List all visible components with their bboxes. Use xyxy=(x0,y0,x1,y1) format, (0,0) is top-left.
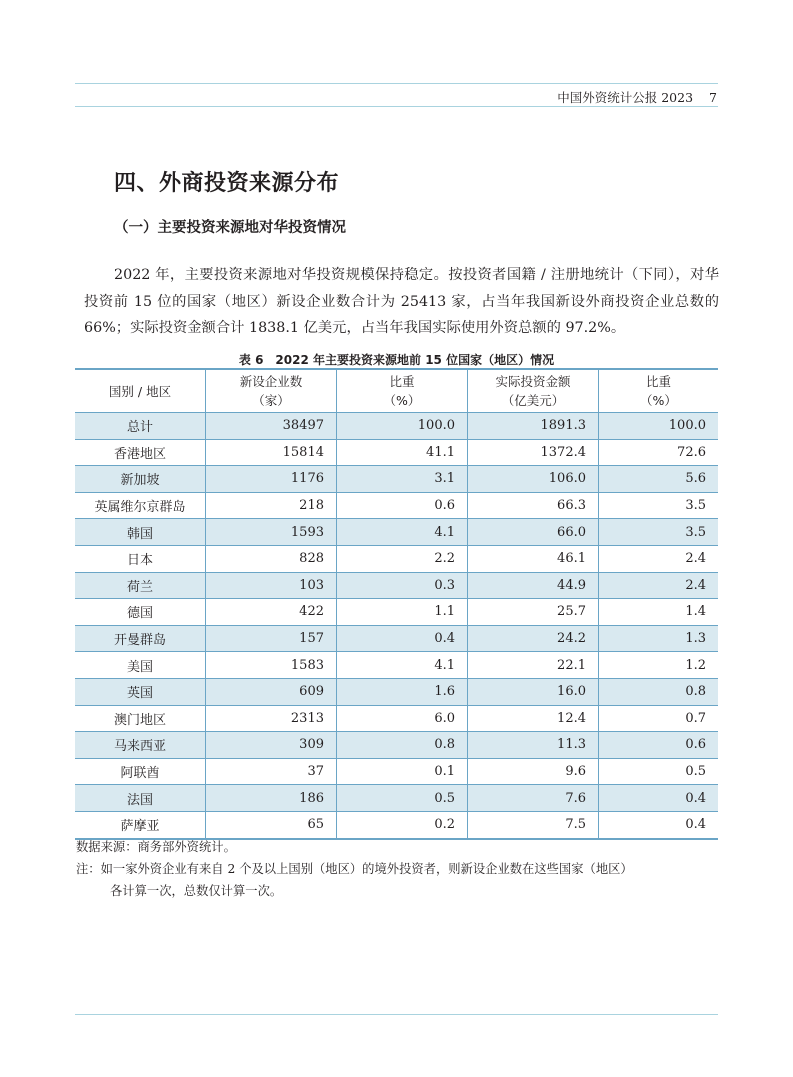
cell-region: 总计 xyxy=(75,413,206,440)
table-row xyxy=(75,652,718,679)
cell-share-enterprises: 0.3 xyxy=(337,572,468,599)
cell-region: 日本 xyxy=(75,545,206,572)
running-header xyxy=(557,88,717,106)
cell-new-enterprises: 38497 xyxy=(206,413,337,440)
cell-share-investment: 2.4 xyxy=(599,572,719,599)
cell-share-enterprises: 6.0 xyxy=(337,705,468,732)
table-row xyxy=(75,572,718,599)
cell-share-investment: 0.6 xyxy=(599,732,719,759)
table-caption: 表 6 2022 年主要投资来源地前 15 位国家（地区）情况 xyxy=(238,353,555,367)
cell-share-enterprises: 0.5 xyxy=(337,785,468,812)
table-row xyxy=(75,492,718,519)
cell-actual-investment: 106.0 xyxy=(468,466,599,493)
table-row xyxy=(75,519,718,546)
cell-region: 德国 xyxy=(75,599,206,626)
table-row xyxy=(75,705,718,732)
cell-actual-investment: 25.7 xyxy=(468,599,599,626)
cell-share-investment: 5.6 xyxy=(599,466,719,493)
header-rule-bottom xyxy=(75,106,718,107)
header-unit: （%） xyxy=(640,393,677,408)
cell-share-enterprises: 100.0 xyxy=(337,413,468,440)
table-row xyxy=(75,545,718,572)
header-share-investment xyxy=(599,369,719,413)
cell-actual-investment: 1891.3 xyxy=(468,413,599,440)
cell-region: 阿联酋 xyxy=(75,758,206,785)
cell-region: 英国 xyxy=(75,678,206,705)
cell-new-enterprises: 1176 xyxy=(206,466,337,493)
cell-share-investment: 0.8 xyxy=(599,678,719,705)
header-label: 比重 xyxy=(645,374,671,389)
page-number: 7 xyxy=(709,90,717,105)
publication-title: 中国外资统计公报 2023 xyxy=(557,90,694,105)
table-row xyxy=(75,599,718,626)
section-heading: 四、外商投资来源分布 xyxy=(114,170,340,196)
table-row xyxy=(75,466,718,493)
subsection-heading: （一）主要投资来源地对华投资情况 xyxy=(114,220,346,236)
cell-actual-investment: 11.3 xyxy=(468,732,599,759)
header-rule-top xyxy=(75,83,718,84)
cell-new-enterprises: 65 xyxy=(206,811,337,838)
cell-share-enterprises: 0.2 xyxy=(337,811,468,838)
body-paragraph xyxy=(84,262,719,342)
cell-actual-investment: 7.5 xyxy=(468,811,599,838)
header-label: 实际投资金额 xyxy=(495,374,571,389)
cell-region: 香港地区 xyxy=(75,439,206,466)
footnote-line2: 各计算一次，总数仅计算一次。 xyxy=(110,884,283,898)
cell-actual-investment: 22.1 xyxy=(468,652,599,679)
cell-actual-investment: 44.9 xyxy=(468,572,599,599)
cell-actual-investment: 1372.4 xyxy=(468,439,599,466)
cell-share-enterprises: 2.2 xyxy=(337,545,468,572)
cell-new-enterprises: 422 xyxy=(206,599,337,626)
cell-share-investment: 0.4 xyxy=(599,811,719,838)
cell-new-enterprises: 15814 xyxy=(206,439,337,466)
header-unit: （家） xyxy=(252,393,290,408)
cell-new-enterprises: 103 xyxy=(206,572,337,599)
cell-actual-investment: 46.1 xyxy=(468,545,599,572)
header-new-enterprises xyxy=(206,369,337,413)
cell-share-investment: 2.4 xyxy=(599,545,719,572)
cell-new-enterprises: 828 xyxy=(206,545,337,572)
data-source-note: 数据来源：商务部外资统计。 xyxy=(76,840,236,854)
cell-share-investment: 3.5 xyxy=(599,519,719,546)
cell-actual-investment: 66.3 xyxy=(468,492,599,519)
cell-region: 新加坡 xyxy=(75,466,206,493)
cell-region: 美国 xyxy=(75,652,206,679)
cell-actual-investment: 66.0 xyxy=(468,519,599,546)
table-row xyxy=(75,785,718,812)
table-row xyxy=(75,413,718,440)
cell-share-enterprises: 0.4 xyxy=(337,625,468,652)
cell-new-enterprises: 2313 xyxy=(206,705,337,732)
cell-actual-investment: 9.6 xyxy=(468,758,599,785)
table-row xyxy=(75,678,718,705)
table-row xyxy=(75,811,718,838)
cell-share-investment: 1.2 xyxy=(599,652,719,679)
investment-source-table xyxy=(75,368,718,840)
cell-new-enterprises: 186 xyxy=(206,785,337,812)
cell-share-enterprises: 0.8 xyxy=(337,732,468,759)
cell-share-investment: 1.4 xyxy=(599,599,719,626)
cell-share-investment: 100.0 xyxy=(599,413,719,440)
header-label: 比重 xyxy=(389,374,415,389)
cell-share-investment: 0.4 xyxy=(599,785,719,812)
table-row xyxy=(75,732,718,759)
cell-region: 荷兰 xyxy=(75,572,206,599)
cell-new-enterprises: 1593 xyxy=(206,519,337,546)
cell-share-investment: 1.3 xyxy=(599,625,719,652)
table-row xyxy=(75,439,718,466)
header-unit: （亿美元） xyxy=(501,393,565,408)
cell-share-enterprises: 1.6 xyxy=(337,678,468,705)
cell-new-enterprises: 218 xyxy=(206,492,337,519)
cell-share-investment: 0.5 xyxy=(599,758,719,785)
cell-region: 澳门地区 xyxy=(75,705,206,732)
table-header-row xyxy=(75,369,718,413)
table-row xyxy=(75,625,718,652)
cell-new-enterprises: 1583 xyxy=(206,652,337,679)
cell-region: 开曼群岛 xyxy=(75,625,206,652)
cell-share-enterprises: 1.1 xyxy=(337,599,468,626)
header-actual-investment xyxy=(468,369,599,413)
footer-rule xyxy=(75,1014,718,1015)
cell-region: 英属维尔京群岛 xyxy=(75,492,206,519)
cell-region: 萨摩亚 xyxy=(75,811,206,838)
header-share-enterprises xyxy=(337,369,468,413)
cell-actual-investment: 12.4 xyxy=(468,705,599,732)
cell-share-enterprises: 0.6 xyxy=(337,492,468,519)
paragraph-text: 2022 年，主要投资来源地对华投资规模保持稳定。按投资者国籍 / 注册地统计（下同），对华投资前 15 位的国家（地区）新设企业数合计为 25413 家，占当年我国新设外商投资企业总数的 66%；实际投资金额合计 1838.1 亿美元，占当年我国实际使用外资总额的 97.2%。 xyxy=(84,267,719,336)
cell-actual-investment: 16.0 xyxy=(468,678,599,705)
cell-region: 法国 xyxy=(75,785,206,812)
cell-new-enterprises: 309 xyxy=(206,732,337,759)
footnote-line1: 注：如一家外资企业有来自 2 个及以上国别（地区）的境外投资者，则新设企业数在这些国家（地区） xyxy=(76,862,633,876)
cell-share-enterprises: 4.1 xyxy=(337,519,468,546)
cell-share-investment: 3.5 xyxy=(599,492,719,519)
header-label: 国别 / 地区 xyxy=(108,383,172,399)
header-region xyxy=(75,369,206,413)
table-notes xyxy=(76,836,716,902)
cell-share-enterprises: 3.1 xyxy=(337,466,468,493)
cell-share-investment: 0.7 xyxy=(599,705,719,732)
table-row xyxy=(75,758,718,785)
cell-region: 马来西亚 xyxy=(75,732,206,759)
cell-new-enterprises: 157 xyxy=(206,625,337,652)
cell-share-enterprises: 4.1 xyxy=(337,652,468,679)
cell-new-enterprises: 609 xyxy=(206,678,337,705)
cell-share-enterprises: 0.1 xyxy=(337,758,468,785)
header-label: 新设企业数 xyxy=(239,374,303,389)
cell-share-enterprises: 41.1 xyxy=(337,439,468,466)
cell-actual-investment: 24.2 xyxy=(468,625,599,652)
cell-region: 韩国 xyxy=(75,519,206,546)
cell-share-investment: 72.6 xyxy=(599,439,719,466)
cell-actual-investment: 7.6 xyxy=(468,785,599,812)
header-unit: （%） xyxy=(383,393,421,408)
cell-new-enterprises: 37 xyxy=(206,758,337,785)
